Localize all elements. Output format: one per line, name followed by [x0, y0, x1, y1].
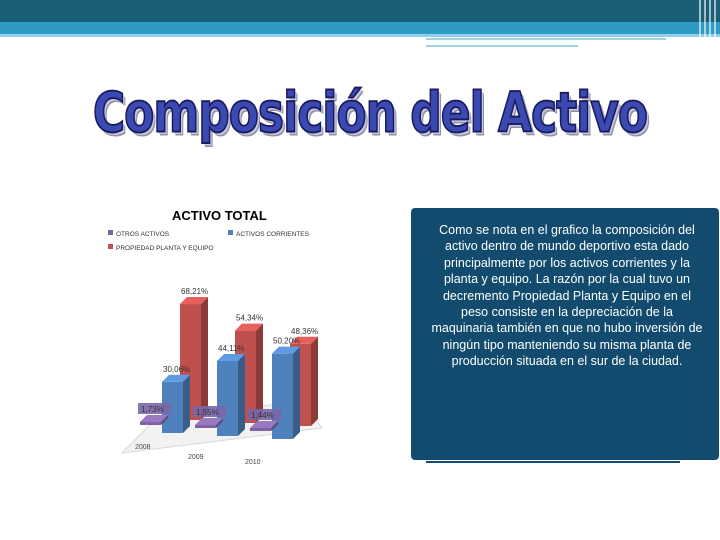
- data-label: 68,21%: [181, 287, 209, 297]
- commentary-underline: [426, 461, 680, 463]
- activo-total-chart: [100, 200, 420, 470]
- data-label: 30,06%: [163, 364, 191, 374]
- data-label: 54,34%: [236, 313, 264, 323]
- commentary-box: [411, 208, 719, 460]
- legend-swatch: [108, 244, 113, 249]
- bar-side: [293, 347, 300, 439]
- bar-side: [311, 337, 318, 426]
- category-label: 2010: [245, 459, 261, 466]
- data-label: 1,55%: [196, 408, 219, 417]
- slide-title: Composición del Activo: [92, 81, 648, 146]
- category-label: 2008: [135, 444, 151, 451]
- legend-label: PROPIEDAD PLANTA Y EQUIPO: [116, 245, 214, 252]
- legend-swatch: [108, 230, 113, 235]
- bar: [195, 425, 216, 428]
- bar-side: [256, 324, 263, 423]
- header-bar: [0, 0, 720, 22]
- bar-side: [183, 375, 190, 433]
- bar-side: [201, 297, 208, 420]
- bar: [217, 361, 238, 436]
- data-label: 1,73%: [141, 405, 164, 414]
- accent-line-1: [426, 38, 666, 40]
- data-label: 48,36%: [291, 326, 319, 336]
- accent-line-2: [426, 45, 578, 47]
- commentary-text: Como se nota en el grafico la composición del activo dentro de mundo deportivo esta dado principalmente por los activos corrientes y la planta y equipo. La razón por la cual tuvo un decremento Propiedad Planta y Equipo en el peso consiste en la depreciación de la maquinaria también en que no hubo inversión de ningún tipo manteniendo su misma planta de producción situada en el sur de la ciudad.: [431, 223, 703, 369]
- data-label: 1,44%: [251, 411, 274, 420]
- legend-label: OTROS ACTIVOS: [116, 231, 170, 238]
- header-stripes: [694, 0, 720, 48]
- bar: [140, 422, 161, 425]
- legend-label: ACTIVOS CORRIENTES: [236, 231, 309, 238]
- data-label: 44,11%: [218, 344, 245, 354]
- data-label: 50,20%: [273, 336, 301, 346]
- bar: [250, 428, 271, 431]
- legend-swatch: [228, 230, 233, 235]
- chart-title: ACTIVO TOTAL: [172, 208, 267, 223]
- category-label: 2009: [188, 454, 204, 461]
- header-accent-line: [0, 34, 720, 37]
- header-band: [0, 22, 720, 34]
- bar-side: [238, 354, 245, 436]
